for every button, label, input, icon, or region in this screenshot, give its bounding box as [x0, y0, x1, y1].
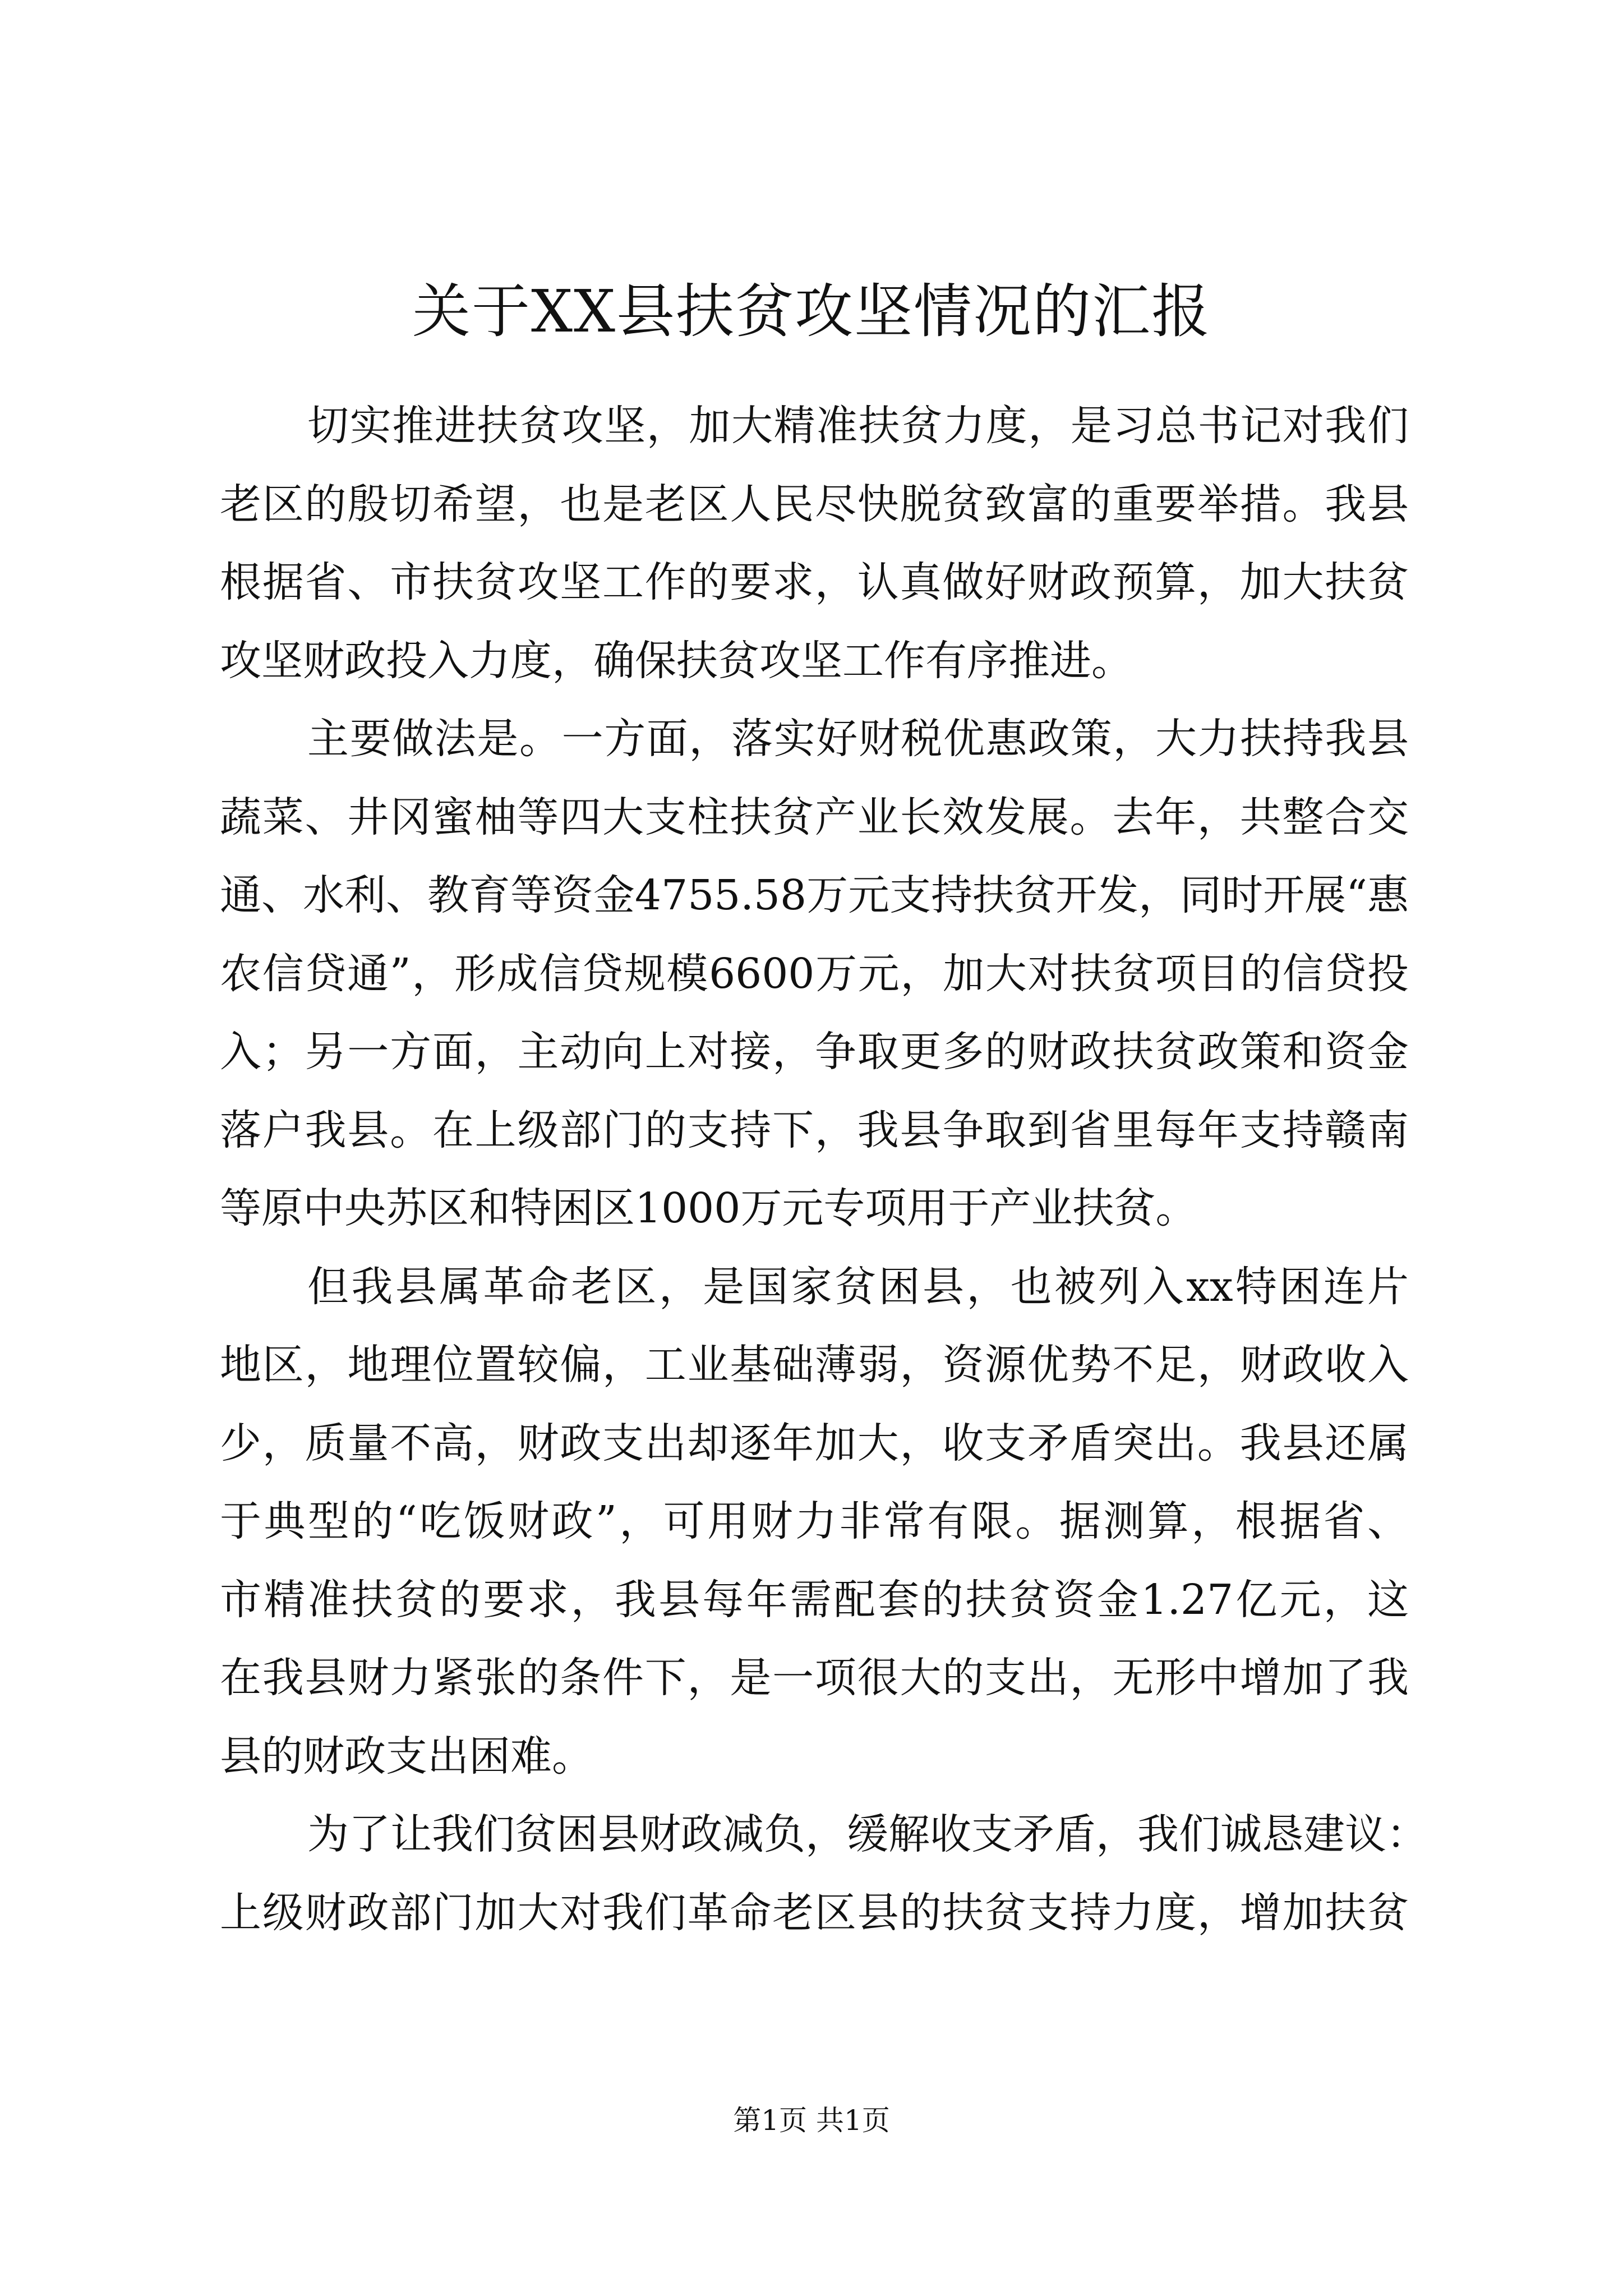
paragraph-line: 主要做法是。一方面，落实好财税优惠政策，大力扶持我县 — [307, 715, 1409, 763]
paragraph-line: 为了让我们贫困县财政减负，缓解收支矛盾，我们诚恳建议： — [307, 1810, 1428, 1858]
paragraph-2 — [220, 700, 1409, 1248]
paragraph-line: 少，质量不高，财政支出却逐年加大，收支矛盾突出。我县还属 — [220, 1419, 1409, 1467]
paragraph-line: 落户我县。在上级部门的支持下，我县争取到省里每年支持赣南 — [220, 1106, 1409, 1154]
paragraph-1 — [220, 387, 1409, 700]
document-body — [220, 387, 1428, 1952]
paragraph-line: 攻坚财政投入力度，确保扶贫攻坚工作有序推进。 — [220, 636, 1133, 685]
paragraph-line: 地区，地理位置较偏，工业基础薄弱，资源优势不足，财政收入 — [220, 1341, 1409, 1389]
paragraph-line: 蔬菜、井冈蜜柚等四大支柱扶贫产业长效发展。去年，共整合交 — [220, 793, 1409, 841]
paragraph-line: 通、水利、教育等资金4755.58万元支持扶贫开发，同时开展“惠 — [220, 871, 1409, 919]
paragraph-line: 切实推进扶贫攻坚，加大精准扶贫力度，是习总书记对我们 — [307, 402, 1409, 450]
paragraph-line: 老区的殷切希望，也是老区人民尽快脱贫致富的重要举措。我县 — [220, 480, 1409, 528]
paragraph-line: 农信贷通”，形成信贷规模6600万元，加大对扶贫项目的信贷投 — [220, 949, 1409, 998]
paragraph-line: 县的财政支出困难。 — [220, 1732, 593, 1780]
document-title: 关于XX县扶贫攻坚情况的汇报 — [412, 277, 1211, 346]
paragraph-line: 于典型的“吃饭财政”，可用财力非常有限。据测算，根据省、 — [220, 1497, 1409, 1545]
paragraph-3 — [220, 1248, 1409, 1796]
paragraph-line: 但我县属革命老区，是国家贫困县，也被列入xx特困连片 — [307, 1262, 1409, 1311]
paragraph-4 — [220, 1796, 1428, 1952]
paragraph-line: 市精准扶贫的要求，我县每年需配套的扶贫资金1.27亿元，这 — [220, 1575, 1409, 1624]
paragraph-line: 上级财政部门加大对我们革命老区县的扶贫支持力度，增加扶贫 — [220, 1888, 1409, 1937]
paragraph-line: 等原中央苏区和特困区1000万元专项用于产业扶贫。 — [220, 1184, 1197, 1232]
paragraph-line: 在我县财力紧张的条件下，是一项很大的支出，无形中增加了我 — [220, 1654, 1409, 1702]
paragraph-line: 入；另一方面，主动向上对接，争取更多的财政扶贫政策和资金 — [220, 1028, 1409, 1076]
paragraph-line: 根据省、市扶贫攻坚工作的要求，认真做好财政预算，加大扶贫 — [220, 558, 1409, 606]
page-number-footer: 第1页 共1页 — [733, 2104, 890, 2137]
